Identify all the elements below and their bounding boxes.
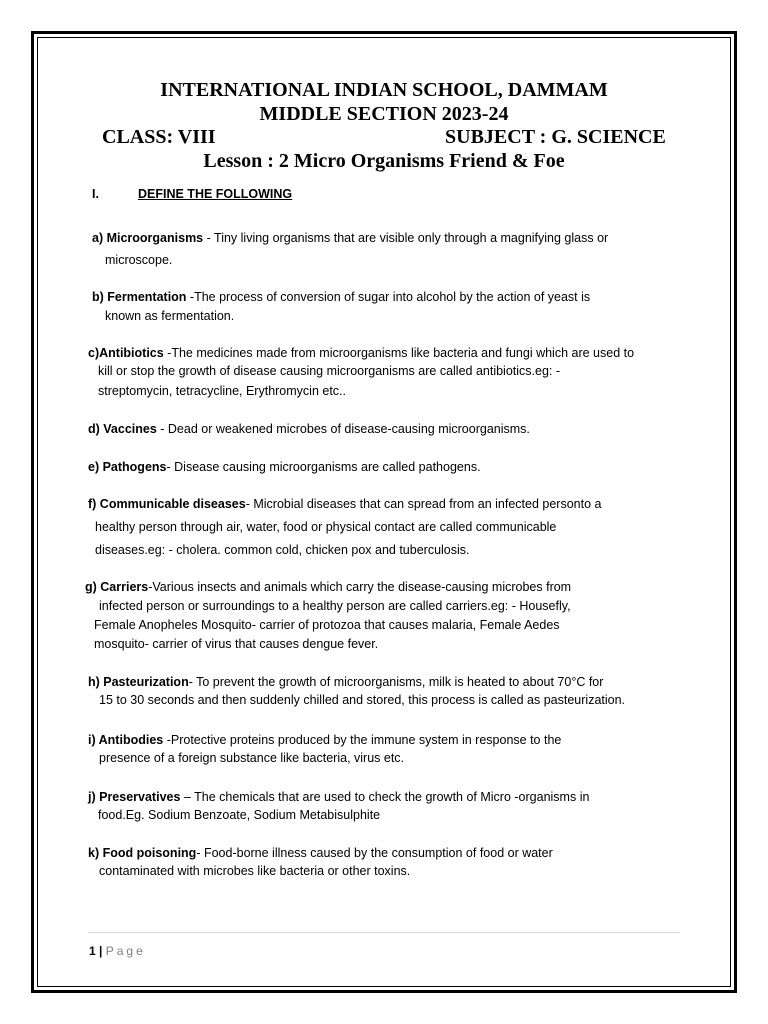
definition-communicable-diseases-line-2: healthy person through air, water, food or physical contact are called communicable (95, 520, 557, 534)
definition-pasteurization-line-2: 15 to 30 seconds and then suddenly chilled and stored, this process is called as pasteurization. (99, 693, 626, 707)
subject-label: SUBJECT : G. SCIENCE (445, 126, 666, 148)
definition-antibiotics-line-1: c)Antibiotics -The medicines made from microorganisms like bacteria and fungi which are used to (88, 346, 635, 360)
definition-microorganisms-line-1: a) Microorganisms - Tiny living organisms that are visible only through a magnifying glass or (92, 231, 609, 245)
page-label: Page (105, 944, 146, 958)
lesson-title: Lesson : 2 Micro Organisms Friend & Foe (203, 150, 565, 172)
definition-microorganisms-line-2: microscope. (105, 253, 173, 267)
definition-carriers-line-4: mosquito- carrier of virus that causes dengue fever. (94, 637, 379, 651)
definition-carriers-line-3: Female Anopheles Mosquito- carrier of protozoa that causes malaria, Female Aedes (94, 618, 560, 632)
definition-antibodies-line-1: i) Antibodies -Protective proteins produced by the immune system in response to the (88, 733, 562, 747)
definition-pathogens-line-1: e) Pathogens- Disease causing microorganisms are called pathogens. (88, 460, 481, 474)
definition-pasteurization-line-1: h) Pasteurization- To prevent the growth of microorganisms, milk is heated to about 70°C for (88, 675, 604, 689)
page-number: 1 (89, 944, 96, 958)
footer-separator: | (99, 944, 103, 958)
definition-communicable-diseases-line-3: diseases.eg: - cholera. common cold, chicken pox and tuberculosis. (95, 543, 470, 557)
definition-term: g) Carriers (85, 580, 149, 594)
definition-vaccines-line-1: d) Vaccines - Dead or weakened microbes of disease-causing microorganisms. (88, 422, 530, 436)
definition-antibodies-line-2: presence of a foreign substance like bacteria, virus etc. (99, 751, 405, 765)
definition-food-poisoning-line-1: k) Food poisoning- Food-borne illness caused by the consumption of food or water (88, 846, 553, 860)
section-roman-numeral: I. (92, 187, 99, 201)
definition-preservatives-line-1: j) Preservatives – The chemicals that are used to check the growth of Micro -organisms in (88, 790, 590, 804)
section-heading-text: DEFINE THE FOLLOWING (138, 187, 293, 201)
page-footer (89, 944, 146, 958)
definition-term: d) Vaccines (88, 422, 157, 436)
definition-term: h) Pasteurization (88, 675, 189, 689)
section-heading (92, 187, 292, 201)
definition-term: c)Antibiotics (88, 346, 164, 360)
footer-divider (88, 932, 680, 933)
definition-term: f) Communicable diseases (88, 497, 246, 511)
definition-term: e) Pathogens (88, 460, 167, 474)
definition-communicable-diseases-line-1: f) Communicable diseases- Microbial diseases that can spread from an infected personto a (88, 497, 602, 511)
definition-antibiotics-line-3: streptomycin, tetracycline, Erythromycin etc.. (98, 384, 346, 398)
definition-food-poisoning-line-2: contaminated with microbes like bacteria or other toxins. (99, 864, 411, 878)
section-name: MIDDLE SECTION 2023-24 (259, 103, 509, 125)
definition-term: a) Microorganisms (92, 231, 204, 245)
definition-term: k) Food poisoning (88, 846, 197, 860)
definition-term: i) Antibodies (88, 733, 164, 747)
definition-term: j) Preservatives (88, 790, 181, 804)
class-label: CLASS: VIII (102, 126, 216, 148)
definition-preservatives-line-2: food.Eg. Sodium Benzoate, Sodium Metabisulphite (98, 808, 381, 822)
school-name: INTERNATIONAL INDIAN SCHOOL, DAMMAM (160, 79, 608, 101)
definition-term: b) Fermentation (92, 290, 187, 304)
definition-fermentation-line-2: known as fermentation. (105, 309, 235, 323)
definition-fermentation-line-1: b) Fermentation -The process of conversion of sugar into alcohol by the action of yeast is (92, 290, 591, 304)
definition-carriers-line-2: infected person or surroundings to a healthy person are called carriers.eg: - Housefly, (99, 599, 571, 613)
definition-antibiotics-line-2: kill or stop the growth of disease causing microorganisms are called antibiotics.eg: - (98, 364, 561, 378)
definition-carriers-line-1: g) Carriers-Various insects and animals which carry the disease-causing microbes from (85, 580, 572, 594)
